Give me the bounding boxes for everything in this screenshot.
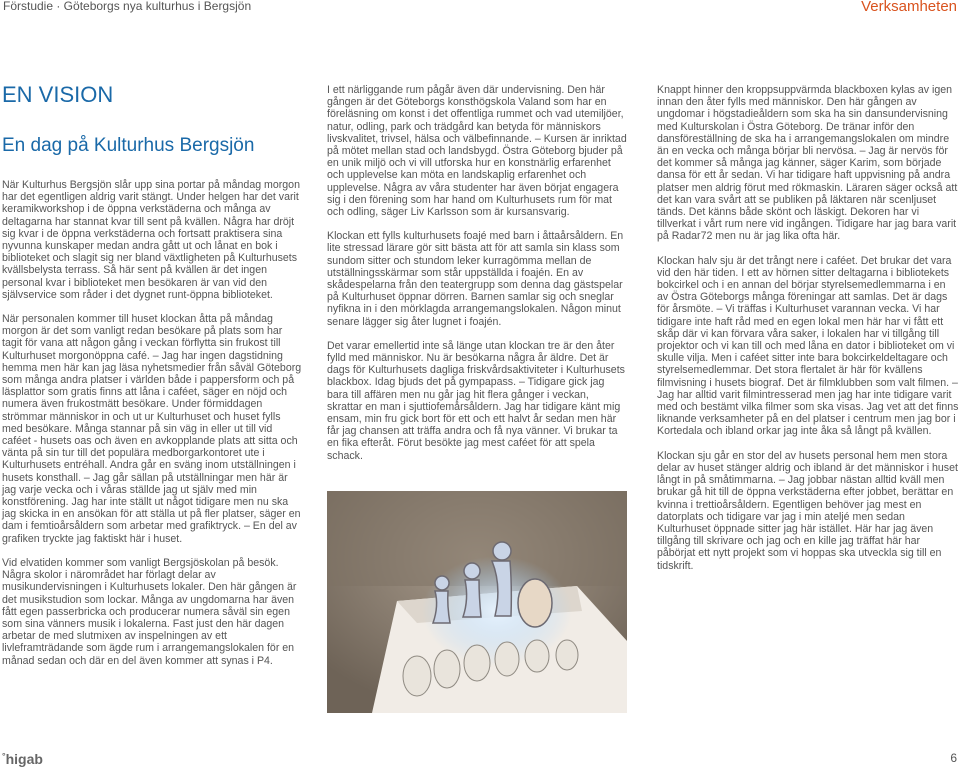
paper-cutout-musicians-photo <box>327 491 627 713</box>
paragraph: Det varar emellertid inte så länge utan klockan tre är den åter fylld med människor. Nu är besökarna några år äldre. Det är dags för Kulturhusets dagliga friskvårdsaktiviteter i Kulturhusets blackbox. Idag bjuds det på gympapass. – Tidigare gick jag bara till affären men nu går jag hit flera gånger i veckan, skrattar en man i sjuttiofemårsåldern. Jag har tidigare känt mig ensam, min fru gick bort för ett och ett halvt år sedan men här får jag chansen att träffa andra och få nya vänner. Vi brukar ta en fika efteråt. Förut besökte jag mest caféet för att spela schack. <box>327 339 625 462</box>
paragraph: Klockan sju går en stor del av husets personal hem men stora delar av huset stänger aldrig och ibland är det människor i huset långt in på småtimmarna. – Jag jobbar nästan alltid kväll men brukar gå hit till de öppna verkstäderna efter jobbet, berättar en kvinna i trettioårsåldern. Egentligen behöver jag mest en datorplats och tidigare var jag i min ateljé men sedan Kulturhuset öppnade sitter jag här istället. Här har jag även tillgång till skrivare och jag och en kille jag träffat här har påbörjat ett nytt projekt som vi hoppas ska utveckla sig till en tidskrift. <box>657 449 958 572</box>
text-column-1 <box>2 179 304 679</box>
paragraph: Klockan halv sju är det trångt nere i caféet. Det brukar det vara vid den här tiden. I ett av hörnen sitter deltagarna i bibliotekets bokcirkel och i en annan del börjar styrelsemedlemmarna i en av Östra Göteborgs många föreningar att samlas. Det är dags för årsmöte. – Vi träffas i Kulturhuset varannan vecka. Vi har tidigare inte haft råd med en egen lokal men här har vi fått ett skåp där vi kan förvara våra saker, i lokalen har vi tillgång till projektor och vi kan till och med låna en dator i biblioteket om vi skulle vilja. Men i caféet sitter inte bara bokcirkeldeltagare och styrelsemedlemmar. Det stora flertalet är här för kvällens filmvisning i husets biograf. Det är filmklubben som valt filmen. – Jag har alltid varit filmintresserad men jag har inte tidigare varit med och bestämt vilka filmer som ska visas. Jag vet att det finns liknande verksamheter på en del platser i centrum men jag bor i Kortedala och ibland orkar jag inte åka så långt på kvällen. <box>657 254 959 438</box>
breadcrumb: Förstudie · Göteborgs nya kulturhus i Bergsjön <box>3 0 252 13</box>
text-column-3 <box>657 84 959 584</box>
page-title: En dag på Kulturhus Bergsjön <box>2 135 255 156</box>
paragraph: Klockan ett fylls kulturhusets foajé med barn i åttaårsåldern. En lite stressad lärare gör sitt bästa att för att samla sin klass som sundom sitter och stundom leker kurragömma mellan de utställningsskärmar som står uppställda i foajén. En av skådespelarna från den teatergrupp som denna dag gästspelar på Kulturhuset öppnar dörren. Barnen samlar sig och sneglar nyfikna in i den mörklagda arrangemangslokalen. Någon minut senare lägger sig åter lugnet i foajén. <box>327 230 624 328</box>
paragraph: När Kulturhus Bergsjön slår upp sina portar på måndag morgon har det egentligen aldrig varit stängt. Under helgen har det varit keramikworkshop i de öppna verkstäderna och många av deltagarna har stannat kvar till sent på kvällen. Några har dröjt sig kvar i de öppna verkstäderna och fortsatt praktisera sina nyvunna kunskaper medan andra gått ut och lånat en bok i biblioteket och slagit sig ner bland växtligheten på Kulturhusets kvällsbelysta terrass. Så här sent på kvällen är det ingen personal kvar i biblioteket men besökaren är van vid den självservice som råder i det dygnet runt-öppna biblioteket. <box>2 179 300 301</box>
paragraph: Vid elvatiden kommer som vanligt Bergsjöskolan på besök. Några skolor i närområdet har förlagt delar av musikundervisningen i Kulturhusets lokaler. Den här gången är det musikstudion som lockar. Många av ungdomarna har även fått egen passerbricka och producerar numera såväl sin egen som sina vänners musik i lokalerna. Fast just den här dagen arbetar de med slutmixen av inspelningen av ett livleframträdande som ägde rum i arrangemangslokalen för en månad sedan och där en del även kommer att synas i P4. <box>2 556 297 667</box>
logo-text: higab <box>5 751 43 767</box>
logo-mark-icon: ° <box>2 751 6 761</box>
vision-heading: EN VISION <box>2 82 114 107</box>
higab-logo <box>2 751 43 767</box>
paragraph: I ett närliggande rum pågår även där undervisning. Den här gången är det Göteborgs konsthögskola Valand som har en föreläsning om konst i det offentliga rummet och vad utemiljöer, natur, odling, park och trädgård kan betyda för människors livskvalitet, trivsel, hälsa och välbefinnande. – Kursen är inriktad på mötet mellan stad och landsbygd. Östra Göteborg bjuder på en unik miljö och vi vill utforska hur en konstnärlig erfarenhet och upplevelse kan möta en landskaplig erfarenhet och upplevelse. Några av våra studenter har även börjat engagera sig i den förening som har hand om Kulturhusets rum för mat och odling, säger Liv Karlsson som är kursansvarig. <box>327 84 627 219</box>
text-column-2 <box>327 84 627 474</box>
page-number: 6 <box>950 751 957 765</box>
paragraph: När personalen kommer till huset klockan åtta på måndag morgon är det som vanligt redan besökare på plats som har tagit för vana att någon gång i veckan förflytta sin frukost till Kulturhuset morgonöppna café. – Jag har ingen dagstidning hemma men här kan jag läsa nyhetsmedier från såväl Göteborg som många andra platser i världen både i pappersform och på läsplattor som gratis finns att låna i caféet, säger en nöjd och numera även frukostmätt besökare. Under förmiddagen strömmar människor in och ut ur Kulturhuset och huset fylls med besökare. Många stannar på sin väg in eller ut till vid caféet - husets oas och även en avkopplande plats att sitta och vänta på sin tur till det populära medborgarkontoret ute i Kulturhusets entréhall. Andra går en sväng inom utställningen i husets konsthall. – Jag går sällan på utställningar men här är jag varje vecka och i våras ställde jag ut själv med min konstförening. Jag har inte ställt ut något tidigare men nu ska jag skicka in en ansökan för att ställa ut på fler platser, säger en dam i femtioårsåldern som arbetar med grafiktryck. – En del av grafiken tryckte jag faktiskt här i huset. <box>2 313 302 545</box>
paragraph: Knappt hinner den kroppsuppvärmda blackboxen kylas av igen innan den åter fylls med människor. Den här gången av ungdomar i högstadieåldern som ska ha sin dansundervisning med Kulturskolan i Östra Göteborg. De tränar inför den dansföreställning de ska ha i arrangemangslokalen om mindre än en vecka och många börjar bli nervösa. – Jag är nervös för det kommer så många jag känner, säger Karim, som började dansa för ett år sedan. Vi har tidigare haft uppvisning på andra platser men aldrig förut med rökmaskin. Läraren säger också att det kan vara svårt att se publiken på läktaren när scenljuset tänds. Det känns både skönt och läskigt. Dekoren har vi tillverkat i vårt rum nere vid ingången. Tidigare har jag bara varit på Radar72 men nu är jag lika ofta här. <box>657 84 958 243</box>
section-title: Verksamheten <box>861 0 957 15</box>
